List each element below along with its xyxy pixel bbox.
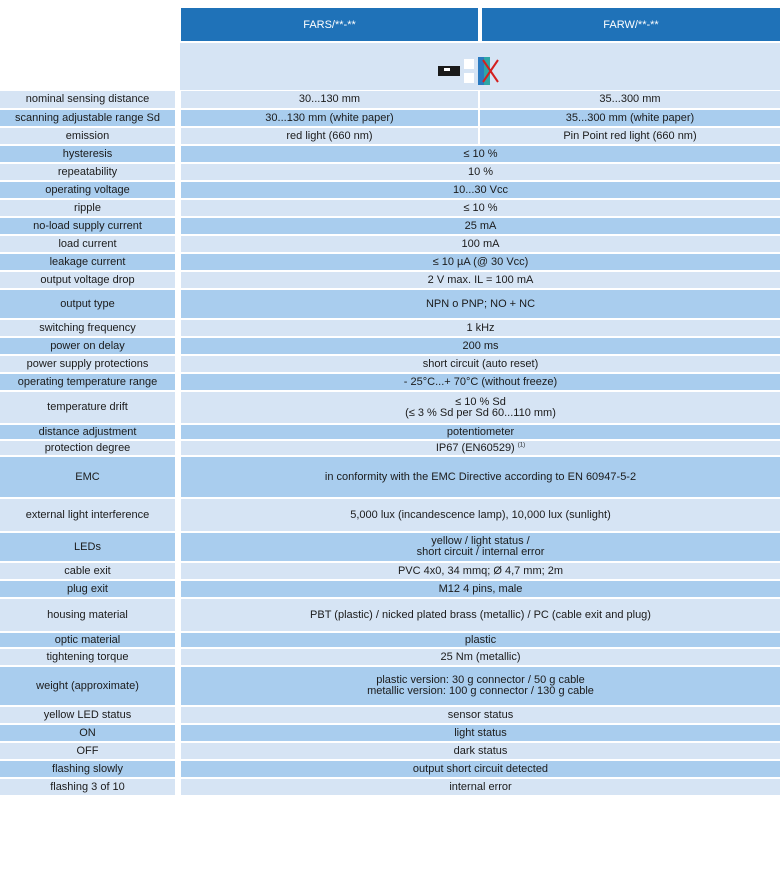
spec-label: LEDs	[0, 532, 178, 562]
spec-row	[0, 289, 780, 319]
spec-value	[178, 724, 780, 742]
spec-row	[0, 760, 780, 778]
spec-label: OFF	[0, 742, 178, 760]
spec-value-fars: red light (660 nm)	[178, 127, 479, 145]
spec-label: load current	[0, 235, 178, 253]
spec-row	[0, 337, 780, 355]
spec-label: emission	[0, 127, 178, 145]
spec-row	[0, 440, 780, 456]
spec-label: hysteresis	[0, 145, 178, 163]
spec-value-text: in conformity with the EMC Directive according to EN 60947-5-2	[324, 470, 637, 483]
spec-label: operating voltage	[0, 181, 178, 199]
spec-value	[178, 373, 780, 391]
spec-row	[0, 580, 780, 598]
spec-value-text: potentiometer	[446, 425, 515, 438]
spec-value-text: 10...30 Vcc	[452, 183, 509, 196]
spec-value-farw: Pin Point red light (660 nm)	[479, 127, 780, 145]
spec-value-text: sensor status	[447, 708, 514, 721]
spec-value	[178, 742, 780, 760]
footnote-mark: (1)	[517, 441, 526, 448]
spec-value-text: plastic	[464, 633, 497, 646]
spec-value-text: ≤ 10 % Sd	[455, 395, 506, 408]
spec-value-text: ≤ 10 µA (@ 30 Vcc)	[432, 255, 529, 268]
spec-label: output type	[0, 289, 178, 319]
spec-label: switching frequency	[0, 319, 178, 337]
spec-label: operating temperature range	[0, 373, 178, 391]
spec-row	[0, 742, 780, 760]
spec-value-text: - 25°C...+ 70°C (without freeze)	[403, 375, 558, 388]
spec-label: weight (approximate)	[0, 666, 178, 706]
spec-label: temperature drift	[0, 391, 178, 424]
spec-value	[178, 498, 780, 532]
spec-value	[178, 632, 780, 648]
spec-value-text: M12 4 pins, male	[438, 582, 523, 595]
spec-label: external light interference	[0, 498, 178, 532]
spec-row	[0, 598, 780, 632]
spec-label: ON	[0, 724, 178, 742]
spec-label: EMC	[0, 456, 178, 498]
photoelectric-sensor-icon	[438, 57, 504, 85]
spec-label: distance adjustment	[0, 424, 178, 440]
spec-value-text: IP67 (EN60529)	[435, 441, 515, 454]
spec-label: plug exit	[0, 580, 178, 598]
spec-value-text: 2 V max. IL = 100 mA	[427, 273, 534, 286]
spec-value	[178, 456, 780, 498]
spec-value	[178, 706, 780, 724]
spec-value	[178, 319, 780, 337]
spec-value	[178, 760, 780, 778]
spec-row	[0, 163, 780, 181]
spec-label: protection degree	[0, 440, 178, 456]
spec-row	[0, 355, 780, 373]
spec-label: flashing slowly	[0, 760, 178, 778]
spec-value-text-line2: (≤ 3 % Sd per Sd 60...110 mm)	[405, 406, 556, 419]
spec-value	[178, 666, 780, 706]
spec-row	[0, 562, 780, 580]
spec-value-text: PVC 4x0, 34 mmq; Ø 4,7 mm; 2m	[397, 564, 564, 577]
spec-table-body	[0, 91, 780, 796]
spec-row	[0, 532, 780, 562]
spec-value-text: 1 kHz	[466, 321, 495, 334]
product-image-row	[180, 43, 780, 90]
spec-row	[0, 648, 780, 666]
spec-value	[178, 181, 780, 199]
spec-row	[0, 145, 780, 163]
spec-row	[0, 127, 780, 145]
spec-value	[178, 163, 780, 181]
spec-value-text: 25 mA	[464, 219, 497, 232]
spec-value-text: short circuit (auto reset)	[422, 357, 539, 370]
spec-row	[0, 373, 780, 391]
spec-row	[0, 666, 780, 706]
spec-label: cable exit	[0, 562, 178, 580]
spec-value	[178, 778, 780, 796]
spec-value	[178, 424, 780, 440]
spec-value-text-line2: metallic version: 100 g connector / 130 g cable	[367, 685, 594, 697]
spec-label: yellow LED status	[0, 706, 178, 724]
spec-row	[0, 217, 780, 235]
spec-label: nominal sensing distance	[0, 91, 178, 109]
spec-label: scanning adjustable range Sd	[0, 109, 178, 127]
spec-value	[178, 235, 780, 253]
spec-value-fars: 30...130 mm	[178, 91, 479, 109]
spec-value-text: yellow / light status /	[431, 535, 530, 547]
spec-value-text: internal error	[449, 780, 512, 793]
spec-row	[0, 424, 780, 440]
spec-row	[0, 724, 780, 742]
spec-row	[0, 456, 780, 498]
spec-value	[178, 580, 780, 598]
spec-value	[178, 355, 780, 373]
spec-value-text: dark status	[453, 744, 508, 757]
spec-value-text: 10 %	[467, 165, 494, 178]
spec-value-text: PBT (plastic) / nicked plated brass (metallic) / PC (cable exit and plug)	[310, 608, 651, 621]
spec-value-text: 200 ms	[462, 339, 499, 352]
spec-value	[178, 271, 780, 289]
spec-label: repeatability	[0, 163, 178, 181]
column-header-fars: FARS/**-**	[181, 8, 478, 41]
spec-value-text: 25 Nm (metallic)	[440, 650, 521, 663]
spec-value-text: ≤ 10 %	[463, 147, 498, 160]
spec-value	[178, 532, 780, 562]
spec-row	[0, 181, 780, 199]
spec-row	[0, 391, 780, 424]
spec-value-text: output short circuit detected	[412, 762, 549, 775]
spec-row	[0, 109, 780, 127]
spec-value	[178, 562, 780, 580]
spec-label: no-load supply current	[0, 217, 178, 235]
spec-label: output voltage drop	[0, 271, 178, 289]
spec-value	[178, 648, 780, 666]
spec-label: power supply protections	[0, 355, 178, 373]
spec-row	[0, 778, 780, 796]
column-header-farw: FARW/**-**	[482, 8, 780, 41]
spec-value	[178, 598, 780, 632]
spec-row	[0, 199, 780, 217]
spec-row	[0, 632, 780, 648]
spec-value-farw: 35...300 mm (white paper)	[479, 109, 780, 127]
spec-row	[0, 319, 780, 337]
spec-label: housing material	[0, 598, 178, 632]
spec-value	[178, 440, 780, 456]
spec-table	[0, 91, 780, 797]
spec-row	[0, 706, 780, 724]
spec-value	[178, 217, 780, 235]
spec-label: optic material	[0, 632, 178, 648]
spec-row	[0, 253, 780, 271]
spec-label: tightening torque	[0, 648, 178, 666]
spec-value-text: NPN o PNP; NO + NC	[425, 297, 536, 310]
spec-value-text: ≤ 10 %	[463, 201, 498, 214]
spec-value	[178, 145, 780, 163]
spec-value-text: plastic version: 30 g connector / 50 g cable	[376, 674, 585, 686]
spec-value-text: 100 mA	[461, 237, 500, 250]
spec-value	[178, 289, 780, 319]
spec-value	[178, 199, 780, 217]
spec-value	[178, 253, 780, 271]
spec-value-fars: 30...130 mm (white paper)	[178, 109, 479, 127]
spec-value-farw: 35...300 mm	[479, 91, 780, 109]
spec-label: power on delay	[0, 337, 178, 355]
spec-row	[0, 235, 780, 253]
spec-value	[178, 391, 780, 424]
spec-row	[0, 91, 780, 109]
spec-label: flashing 3 of 10	[0, 778, 178, 796]
spec-label: leakage current	[0, 253, 178, 271]
spec-value-text: 5,000 lux (incandescence lamp), 10,000 lux (sunlight)	[350, 508, 611, 521]
spec-value-text: light status	[454, 726, 507, 739]
spec-value-text-line2: short circuit / internal error	[416, 546, 545, 558]
spec-row	[0, 498, 780, 532]
spec-label: ripple	[0, 199, 178, 217]
spec-value	[178, 337, 780, 355]
spec-row	[0, 271, 780, 289]
